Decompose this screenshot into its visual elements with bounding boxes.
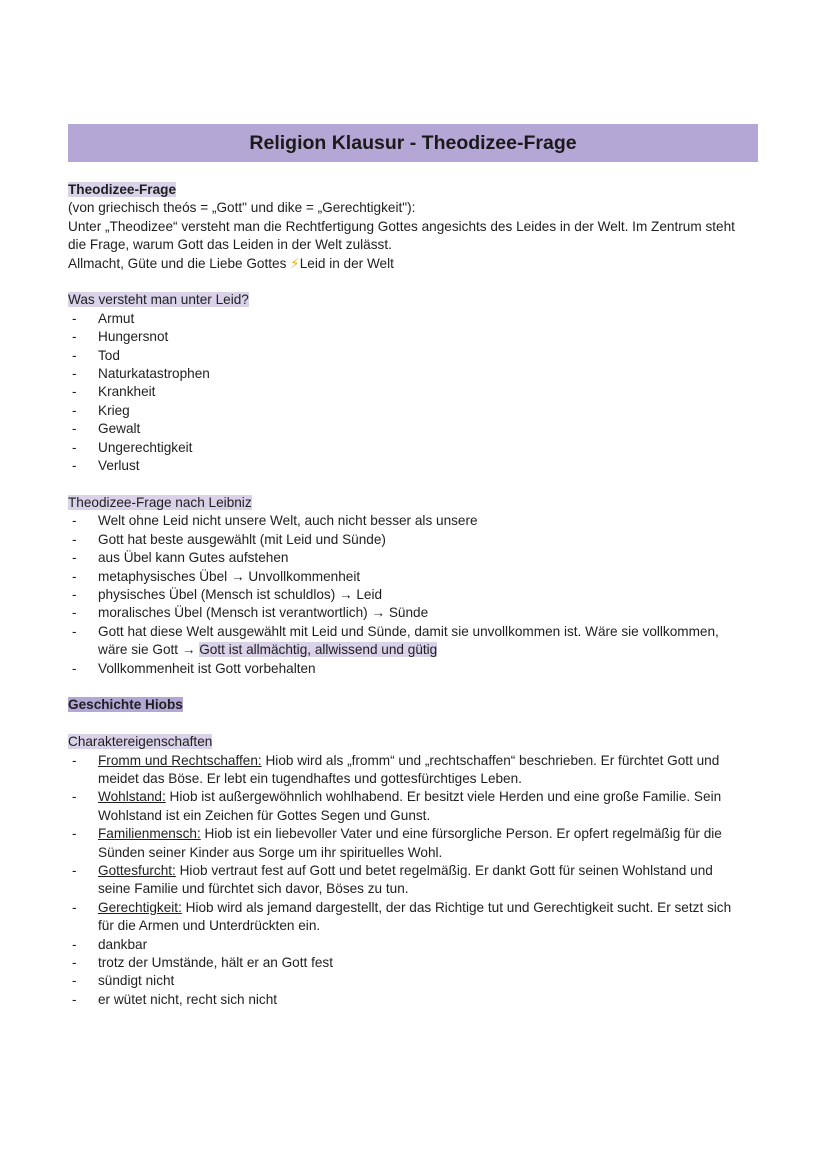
list-item: - Armut	[68, 310, 758, 328]
list-item: - aus Übel kann Gutes aufstehen	[68, 549, 758, 567]
leibniz-item7-line2: wäre sie Gott →	[98, 642, 200, 658]
section-heading-leid: Was versteht man unter Leid?	[68, 292, 249, 308]
list-item: - Naturkatastrophen	[68, 365, 758, 383]
list-item: - Gott hat beste ausgewählt (mit Leid und Sünde)	[68, 531, 758, 549]
trait-text-cont: meidet das Böse. Er lebt ein tugendhaftes und gottesfürchtiges Leben.	[98, 770, 522, 786]
trait-item	[68, 825, 758, 862]
list-item: - Hungersnot	[68, 328, 758, 346]
list-item: - metaphysisches Übel → Unvollkommenheit	[68, 568, 758, 586]
summary-part-b: Leid in der Welt	[299, 255, 394, 271]
trait-text: Hiob vertraut fest auf Gott und betet regelmäßig. Er dankt Gott für seinen Wohlstand und	[175, 862, 713, 878]
summary-part-a: Allmacht, Güte und die Liebe Gottes	[68, 255, 291, 271]
trait-text: Hiob wird als jemand dargestellt, der das Richtige tut und Gerechtigkeit sucht. Er setzt sich	[181, 899, 732, 915]
section-heading-theodizee: Theodizee-Frage	[68, 182, 177, 197]
list-item: - Tod	[68, 347, 758, 365]
list-item: - Vollkommenheit ist Gott vorbehalten	[68, 660, 758, 678]
trait-text: Hiob ist ein liebevoller Vater und eine fürsorgliche Person. Er opfert regelmäßig für die	[200, 826, 722, 842]
list-item: - Krankheit	[68, 383, 758, 401]
trait-item	[68, 899, 758, 936]
list-item: - Krieg	[68, 402, 758, 420]
leibniz-list	[68, 512, 758, 678]
sub-heading-charaktereigenschaften: Charaktereigenschaften	[68, 734, 213, 750]
list-item: - moralisches Übel (Mensch ist verantwortlich) → Sünde	[68, 604, 758, 622]
page-title: Religion Klausur - Theodizee-Frage	[249, 131, 577, 154]
trait-term: Gerechtigkeit:	[98, 899, 182, 915]
trait-term: Gottesfurcht:	[98, 862, 176, 878]
trait-item	[68, 752, 758, 789]
trait-text: Hiob wird als „fromm“ und „rechtschaffen“ beschrieben. Er fürchtet Gott und	[261, 752, 720, 768]
list-item: - trotz der Umstände, hält er an Gott fest	[68, 954, 758, 972]
leid-list	[68, 310, 758, 476]
list-item: - Welt ohne Leid nicht unsere Welt, auch nicht besser als unsere	[68, 512, 758, 530]
lightning-bolt-icon: ⚡	[290, 255, 300, 271]
trait-text-cont: Wohlstand ist ein Zeichen für Gottes Segen und Gunst.	[98, 807, 431, 823]
section-heading-leibniz: Theodizee-Frage nach Leibniz	[68, 494, 252, 510]
list-item: - Gewalt	[68, 420, 758, 438]
theodizee-summary	[68, 255, 758, 273]
trait-item	[68, 862, 758, 899]
list-item: - er wütet nicht, recht sich nicht	[68, 991, 758, 1009]
document-body	[68, 181, 758, 1009]
hiob-traits-list	[68, 752, 758, 1010]
list-item: - physisches Übel (Mensch ist schuldlos) → Leid	[68, 586, 758, 604]
list-item: - sündigt nicht	[68, 972, 758, 990]
leibniz-item7-line1: - Gott hat diese Welt ausgewählt mit Leid und Sünde, damit sie unvollkommen ist. Wäre sie vollkommen,	[98, 623, 719, 639]
trait-item	[68, 788, 758, 825]
trait-term: Wohlstand:	[98, 789, 166, 805]
section-heading-hiob: Geschichte Hiobs	[68, 697, 183, 713]
theodizee-etymology: (von griechisch theós = „Gott" und dike = „Gerechtigkeit"):	[68, 200, 416, 216]
trait-term: Fromm und Rechtschaffen:	[98, 752, 262, 768]
title-banner	[68, 124, 758, 162]
list-item	[68, 623, 758, 660]
list-item: - dankbar	[68, 936, 758, 954]
trait-term: Familienmensch:	[98, 826, 201, 842]
theodizee-definition-line2: die Frage, warum Gott das Leiden in der Welt zulässt.	[68, 237, 392, 253]
trait-text: Hiob ist außergewöhnlich wohlhabend. Er besitzt viele Herden und eine große Familie. Sein	[165, 789, 722, 805]
trait-text-cont: Sünden seiner Kinder aus Sorge um ihr spirituelles Wohl.	[98, 844, 443, 860]
trait-text-cont: für die Armen und Unterdrückten ein.	[98, 918, 321, 934]
theodizee-definition-line1: Unter „Theodizee“ versteht man die Rechtfertigung Gottes angesichts des Leides in der Welt. Im Zentrum steht	[68, 218, 735, 234]
list-item: - Verlust	[68, 457, 758, 475]
trait-text-cont: seine Familie und fürchtet sich davor, Böses zu tun.	[98, 881, 409, 897]
highlight-conclusion: Gott ist allmächtig, allwissend und gütig	[199, 642, 438, 658]
list-item: - Ungerechtigkeit	[68, 439, 758, 457]
